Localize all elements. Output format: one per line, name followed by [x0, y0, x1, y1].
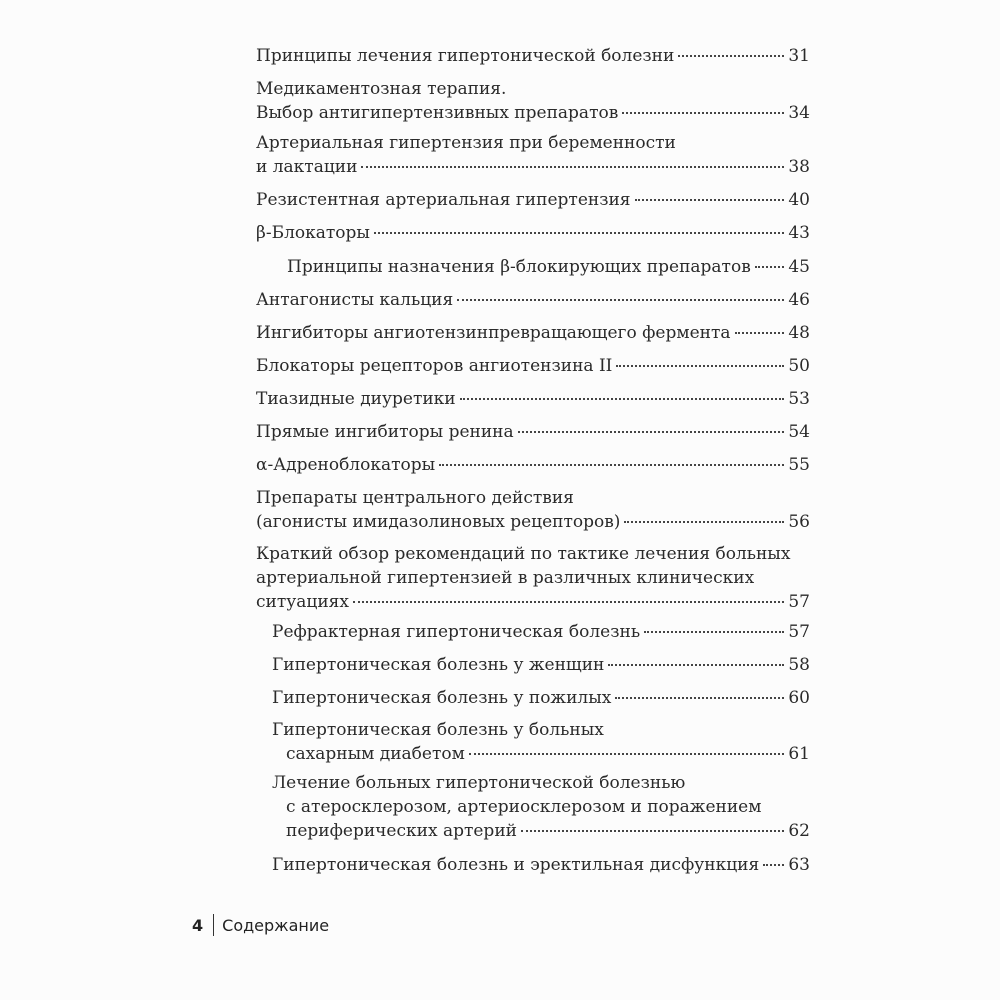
page-number: 4	[192, 915, 204, 935]
toc-page-number: 48	[788, 323, 810, 343]
toc-entry-title-cont: ситуациях	[256, 592, 349, 612]
toc-entry	[256, 387, 810, 411]
toc-page-number: 62	[788, 821, 810, 841]
toc-entry	[256, 131, 810, 179]
toc-entry	[272, 620, 810, 644]
toc-entry	[272, 771, 810, 843]
footer-divider	[213, 914, 214, 936]
toc-page-number: 40	[788, 190, 810, 210]
dot-leader	[763, 864, 784, 866]
toc-entry	[256, 77, 810, 125]
dot-leader	[353, 601, 784, 603]
toc-page-number: 60	[788, 688, 810, 708]
toc-page-number: 56	[788, 512, 810, 532]
section-title: Содержание	[222, 915, 330, 935]
toc-entry	[256, 188, 810, 212]
page-footer	[192, 914, 329, 936]
toc-page-number: 31	[788, 46, 810, 66]
toc-entry	[256, 288, 810, 312]
toc-entry	[256, 420, 810, 444]
dot-leader	[615, 697, 784, 699]
toc-entry-title: Лечение больных гипертонической болезнью	[272, 773, 686, 793]
dot-leader	[755, 266, 785, 268]
toc-entry-title-cont: артериальной гипертензией в различных клинических	[256, 568, 755, 588]
toc-entry-title: Принципы назначения β-блокирующих препаратов	[287, 257, 751, 277]
toc-entry	[256, 486, 810, 534]
toc-entry-title: Резистентная артериальная гипертензия	[256, 190, 631, 210]
toc-entry-title: Ингибиторы ангиотензинпревращающего фермента	[256, 323, 731, 343]
toc-entry	[256, 542, 810, 614]
toc-page-number: 55	[788, 455, 810, 475]
toc-page-number: 53	[788, 389, 810, 409]
toc-page-number: 57	[788, 622, 810, 642]
dot-leader	[644, 631, 784, 633]
dot-leader	[457, 299, 784, 301]
toc-entry-title: Блокаторы рецепторов ангиотензина II	[256, 356, 613, 376]
toc-entry-title-cont: периферических артерий	[286, 821, 517, 841]
toc-page-number: 43	[788, 223, 810, 243]
toc-entry-title: Медикаментозная терапия.	[256, 79, 507, 99]
dot-leader	[635, 199, 785, 201]
toc-entry-title: Гипертоническая болезнь у женщин	[272, 655, 605, 675]
toc-entry-title-cont: сахарным диабетом	[286, 744, 465, 764]
dot-leader	[616, 365, 784, 367]
toc-entry-title-cont: Выбор антигипертензивных препаратов	[256, 103, 619, 123]
toc-entry	[272, 686, 810, 710]
dot-leader	[735, 332, 785, 334]
dot-leader	[678, 55, 784, 57]
dot-leader	[439, 464, 784, 466]
toc-entry-title: Препараты центрального действия	[256, 488, 574, 508]
dot-leader	[521, 830, 784, 832]
toc-entry	[256, 354, 810, 378]
toc-entry-title: β-Блокаторы	[256, 223, 370, 243]
dot-leader	[469, 753, 785, 755]
toc-entry-title: Гипертоническая болезнь у больных	[272, 720, 604, 740]
toc-entry-title: Тиазидные диуретики	[256, 389, 456, 409]
toc-page-number: 54	[788, 422, 810, 442]
toc-page-number: 57	[788, 592, 810, 612]
toc-page-number: 50	[788, 356, 810, 376]
toc-entry	[256, 321, 810, 345]
toc-page-number: 34	[788, 103, 810, 123]
toc-entry-title: Гипертоническая болезнь и эректильная дисфункция	[272, 855, 760, 875]
toc-page-number: 46	[788, 290, 810, 310]
toc-page-number: 63	[788, 855, 810, 875]
toc-entry-title-cont: с атеросклерозом, артериосклерозом и поражением	[286, 797, 762, 817]
toc-entry-title: Гипертоническая болезнь у пожилых	[272, 688, 612, 708]
toc-entry	[272, 853, 810, 877]
toc-entry-title: Артериальная гипертензия при беременности	[256, 133, 676, 153]
toc-entry	[256, 453, 810, 477]
dot-leader	[374, 232, 784, 234]
toc-entry-title: Антагонисты кальция	[256, 290, 454, 310]
toc-entry-title-cont: и лактации	[256, 157, 358, 177]
toc-entry	[272, 718, 810, 766]
dot-leader	[518, 431, 785, 433]
toc-entry-title-cont: (агонисты имидазолиновых рецепторов)	[256, 512, 621, 532]
dot-leader	[622, 112, 784, 114]
toc-page-number: 61	[788, 744, 810, 764]
toc-page-number: 38	[788, 157, 810, 177]
toc-entry	[287, 255, 810, 279]
dot-leader	[624, 521, 784, 523]
toc-entry	[272, 653, 810, 677]
toc-entry-title: α-Адреноблокаторы	[256, 455, 436, 475]
toc-entry	[256, 221, 810, 245]
toc-entry-title: Прямые ингибиторы ренина	[256, 422, 514, 442]
dot-leader	[608, 664, 784, 666]
dot-leader	[361, 166, 784, 168]
toc-page-number: 45	[788, 257, 810, 277]
dot-leader	[460, 398, 785, 400]
toc-entry-title: Краткий обзор рекомендаций по тактике лечения больных	[256, 544, 791, 564]
toc-entry	[256, 44, 810, 68]
toc-page-number: 58	[788, 655, 810, 675]
toc-entry-title: Рефрактерная гипертоническая болезнь	[272, 622, 641, 642]
toc-entry-title: Принципы лечения гипертонической болезни	[256, 46, 675, 66]
